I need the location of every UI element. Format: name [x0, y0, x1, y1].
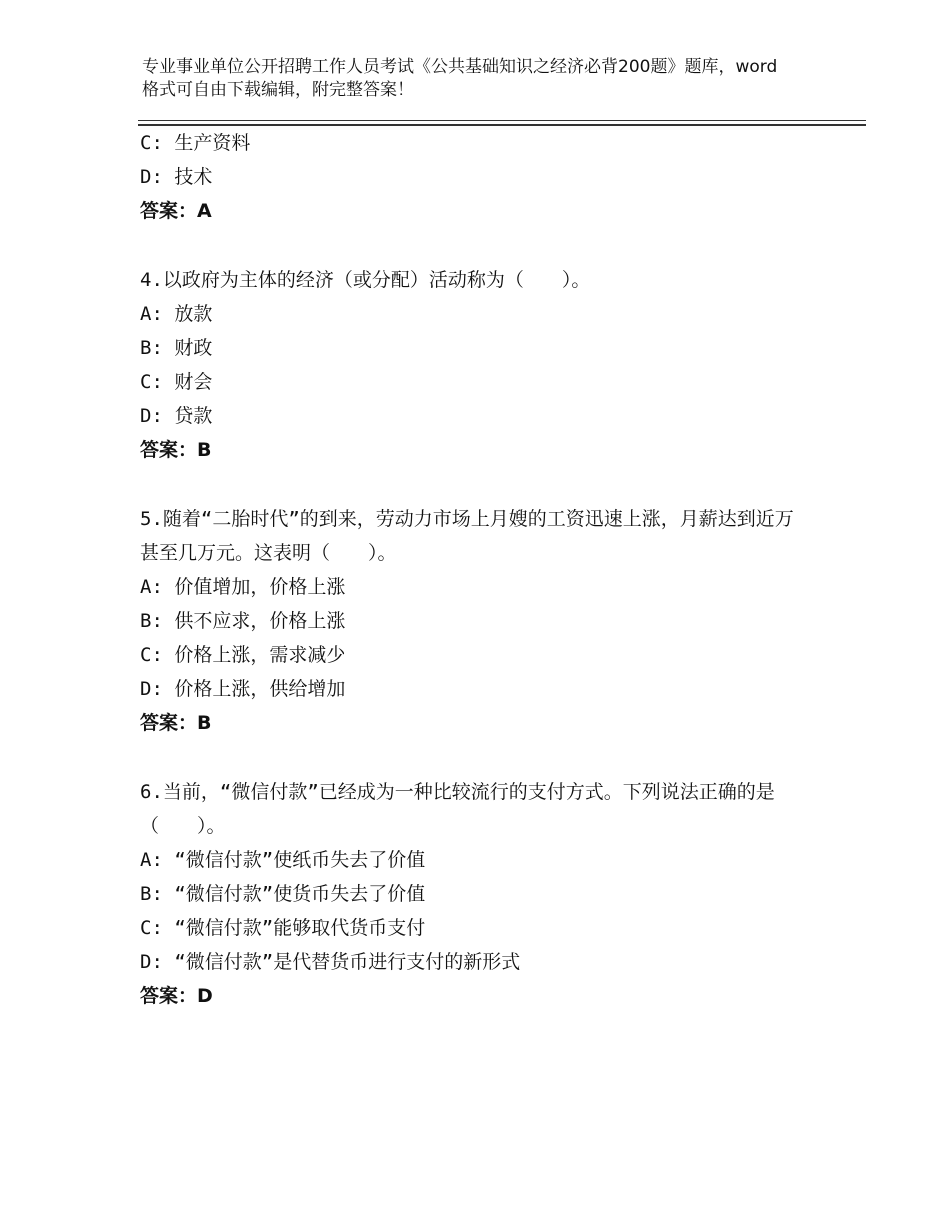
question-spacer — [140, 467, 840, 502]
document-body — [140, 126, 840, 1013]
option-b: B: “微信付款”使货币失去了价值 — [140, 883, 426, 905]
option-c: C: 财会 — [140, 371, 213, 393]
option-a: A: “微信付款”使纸币失去了价值 — [140, 849, 426, 871]
answer-line: 答案：A — [140, 200, 212, 222]
option-d: D: 价格上涨，供给增加 — [140, 678, 346, 700]
question-spacer — [140, 228, 840, 263]
option-a: A: 放款 — [140, 303, 213, 325]
option-d: D: 技术 — [140, 166, 213, 188]
option-b: B: 供不应求，价格上涨 — [140, 610, 346, 632]
question-block-5 — [140, 502, 840, 740]
question-stem: 5.随着“二胎时代”的到来，劳动力市场上月嫂的工资迅速上涨，月薪达到近万甚至几万元。这表明（ ）。 — [140, 508, 794, 564]
option-c: C: “微信付款”能够取代货币支付 — [140, 917, 426, 939]
option-c: C: 生产资料 — [140, 132, 251, 154]
header-rule-thin — [138, 120, 866, 121]
option-d: D: “微信付款”是代替货币进行支付的新形式 — [140, 951, 521, 973]
answer-line: 答案：B — [140, 439, 212, 461]
option-c: C: 价格上涨，需求减少 — [140, 644, 346, 666]
answer-line: 答案：D — [140, 985, 213, 1007]
question-block-6 — [140, 775, 840, 1013]
question-spacer — [140, 740, 840, 775]
question-block-3-tail — [140, 126, 840, 228]
question-stem: 6.当前，“微信付款”已经成为一种比较流行的支付方式。下列说法正确的是（ ）。 — [140, 781, 775, 837]
option-a: A: 价值增加，价格上涨 — [140, 576, 346, 598]
option-d: D: 贷款 — [140, 405, 213, 427]
document-header: 专业事业单位公开招聘工作人员考试《公共基础知识之经济必背200题》题库，word格式可自由下载编辑，附完整答案！ — [142, 57, 778, 100]
answer-line: 答案：B — [140, 712, 212, 734]
question-stem: 4.以政府为主体的经济（或分配）活动称为（ ）。 — [140, 269, 591, 291]
option-b: B: 财政 — [140, 337, 213, 359]
question-block-4 — [140, 263, 840, 467]
